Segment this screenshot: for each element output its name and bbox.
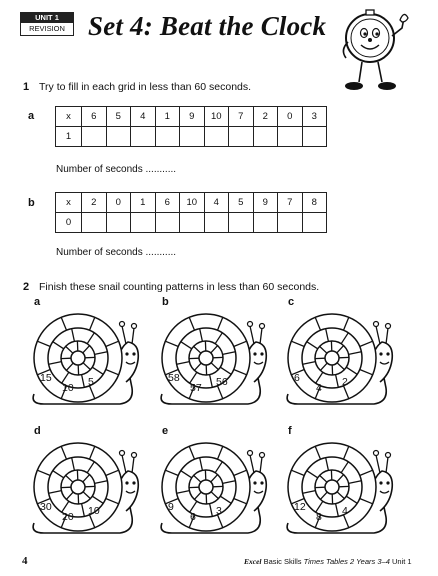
grid-a-operator: x (56, 107, 82, 127)
grid-b-operator: x (56, 193, 82, 213)
footer-unit: Unit 1 (391, 557, 412, 566)
grid-a-answer-cell[interactable] (302, 127, 327, 147)
grid-b-answer-cell[interactable] (302, 213, 327, 233)
snail-pattern-number: 5 (88, 376, 94, 388)
footer-series: Basic Skills (263, 557, 302, 566)
grid-a-header-cell: 6 (82, 107, 107, 127)
grid-a-header-cell: 9 (180, 107, 205, 127)
snail-pattern-number: 10 (62, 382, 74, 394)
grid-b-header-cell: 2 (82, 193, 107, 213)
grid-b-header-cell: 6 (155, 193, 180, 213)
snail-drawing (20, 437, 142, 545)
grid-a-answer-cell[interactable] (155, 127, 180, 147)
grid-b-seconds-line: Number of seconds ........... (56, 247, 177, 258)
grid-b-answer-cell[interactable] (82, 213, 107, 233)
revision-label: REVISION (29, 24, 65, 33)
grid-a-answer-cell[interactable] (82, 127, 107, 147)
grid-b-answer-cell[interactable] (180, 213, 205, 233)
grid-a-header-cell: 2 (253, 107, 278, 127)
grid-b-header-cell: 7 (278, 193, 303, 213)
question-2-number: 2 (23, 281, 30, 293)
grid-a-header-cell: 10 (204, 107, 229, 127)
snail-pattern-number: 20 (62, 511, 74, 523)
page-number: 4 (22, 555, 28, 567)
unit-badge (20, 12, 74, 36)
unit-label: UNIT 1 (21, 13, 73, 23)
snail-drawing (20, 308, 142, 416)
grid-b-answer-cell[interactable] (253, 213, 278, 233)
snail-drawing (148, 308, 270, 416)
snail-f-letter: f (288, 425, 292, 437)
question-2-text: Finish these snail counting patterns in less than 60 seconds. (39, 281, 320, 293)
snail-d-letter: d (34, 425, 41, 437)
snail-pattern-number: 4 (342, 505, 348, 517)
clock-mascot-illustration (332, 6, 416, 98)
footer-brand: Excel (244, 557, 262, 566)
snail-pattern-number: 6 (294, 372, 300, 384)
snail-pattern-number: 15 (40, 372, 52, 384)
grid-a-seconds-line: Number of seconds ........... (56, 164, 177, 175)
grid-b-answer-cell[interactable] (229, 213, 254, 233)
footer-credit (244, 557, 412, 566)
grid-b-header-cell: 4 (204, 193, 229, 213)
snail-drawing (274, 308, 396, 416)
snail-pattern-number: 56 (216, 376, 228, 388)
grid-a-answer-cell[interactable] (278, 127, 303, 147)
grid-a-header-cell: 1 (155, 107, 180, 127)
grid-a-header-cell: 3 (302, 107, 327, 127)
snail-pattern-number: 6 (190, 511, 196, 523)
snail-pattern-number: 58 (168, 372, 180, 384)
question-1-number: 1 (23, 81, 30, 93)
grid-a-header-cell: 0 (278, 107, 303, 127)
snail-a-letter: a (34, 296, 41, 308)
footer-book: Times Tables 2 Years 3–4 (303, 557, 390, 566)
snail-pattern-number: 2 (342, 376, 348, 388)
grid-a-answer-cell[interactable] (131, 127, 156, 147)
grid-a-answer-cell[interactable] (106, 127, 131, 147)
grid-a (55, 106, 327, 147)
snail-pattern-number: 30 (40, 501, 52, 513)
grid-b (55, 192, 327, 233)
grid-b-letter: b (28, 197, 35, 209)
snail-pattern-number: 57 (190, 382, 202, 394)
snail-pattern-number: 4 (316, 382, 322, 394)
grid-a-multiplier: 1 (56, 127, 82, 147)
grid-b-answer-cell[interactable] (204, 213, 229, 233)
grid-b-answer-cell[interactable] (278, 213, 303, 233)
grid-b-header-cell: 8 (302, 193, 327, 213)
snail-pattern-number: 10 (88, 505, 100, 517)
grid-a-answer-cell[interactable] (253, 127, 278, 147)
snail-drawing (148, 437, 270, 545)
grid-b-header-cell: 9 (253, 193, 278, 213)
snail-pattern-number: 12 (294, 501, 306, 513)
grid-a-header-cell: 5 (106, 107, 131, 127)
grid-a-header-cell: 4 (131, 107, 156, 127)
snail-e-letter: e (162, 425, 169, 437)
grid-a-answer-cell[interactable] (180, 127, 205, 147)
snail-pattern-number: 8 (316, 511, 322, 523)
grid-a-answer-cell[interactable] (204, 127, 229, 147)
grid-b-header-cell: 10 (180, 193, 205, 213)
page-title: Set 4: Beat the Clock (88, 11, 327, 41)
grid-b-multiplier: 0 (56, 213, 82, 233)
grid-b-header-cell: 0 (106, 193, 131, 213)
grid-b-answer-cell[interactable] (106, 213, 131, 233)
grid-a-letter: a (28, 110, 35, 122)
snail-c-letter: c (288, 296, 295, 308)
snail-pattern-number: 9 (168, 501, 174, 513)
grid-b-answer-cell[interactable] (155, 213, 180, 233)
question-1-text: Try to fill in each grid in less than 60 seconds. (39, 81, 252, 93)
grid-b-header-cell: 5 (229, 193, 254, 213)
grid-a-answer-cell[interactable] (229, 127, 254, 147)
grid-a-header-cell: 7 (229, 107, 254, 127)
snail-drawing (274, 437, 396, 545)
grid-b-answer-cell[interactable] (131, 213, 156, 233)
grid-b-header-cell: 1 (131, 193, 156, 213)
snail-pattern-number: 3 (216, 505, 222, 517)
snail-b-letter: b (162, 296, 169, 308)
